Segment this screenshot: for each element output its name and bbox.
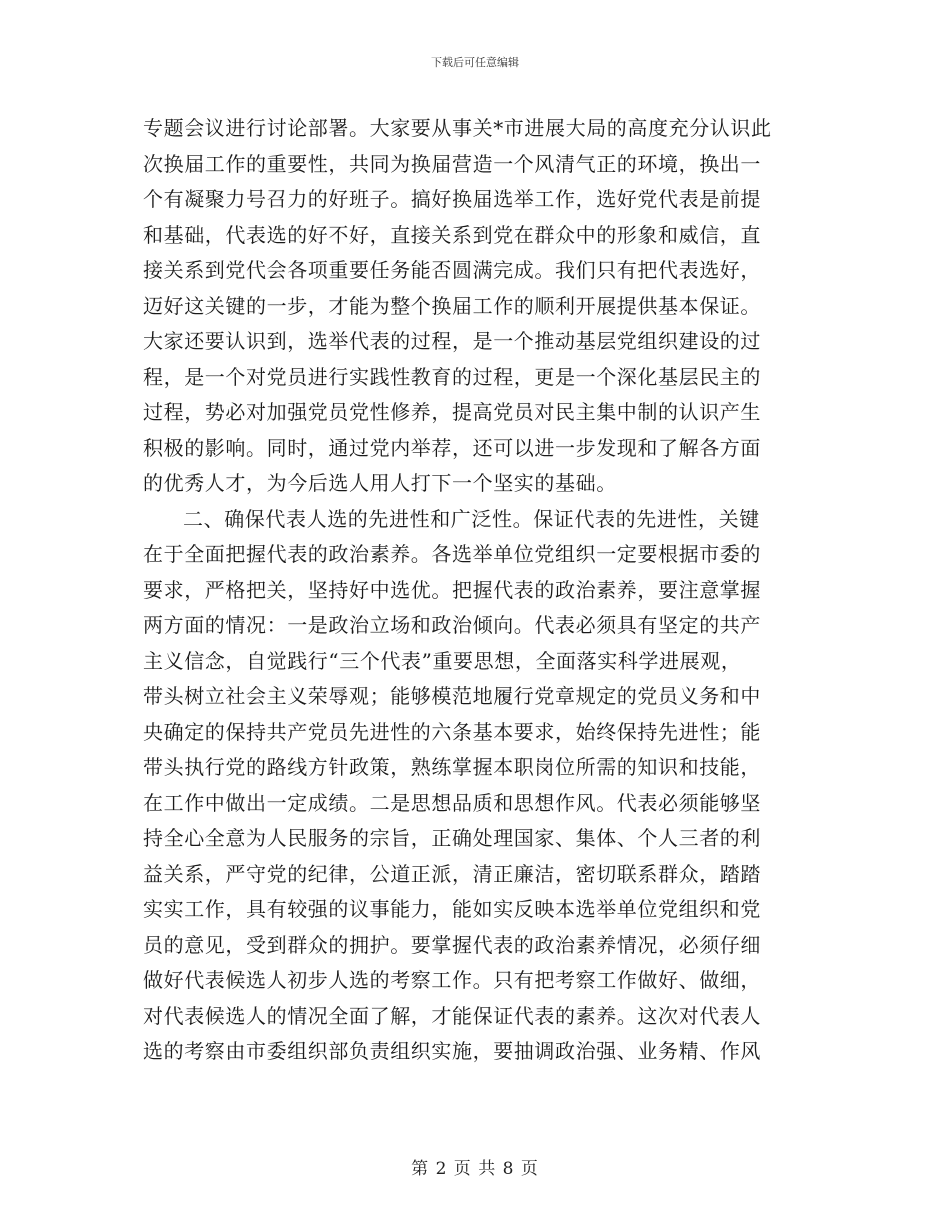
text-line: 和基础，代表选的好不好，直接关系到党在群众中的形象和威信，直 bbox=[143, 222, 761, 247]
text-line: 次换届工作的重要性，共同为换届营造一个风清气正的环境，换出一 bbox=[143, 151, 761, 176]
text-line: 带头执行党的路线方针政策，熟练掌握本职岗位所需的知识和技能， bbox=[143, 755, 761, 779]
text-line: 在工作中做出一定成绩。二是思想品质和思想作风。代表必须能够坚 bbox=[143, 790, 761, 815]
text-line: 要求，严格把关，坚持好中选优。把握代表的政治素养，要注意掌握 bbox=[143, 577, 761, 602]
text-line: 专题会议进行讨论部署。大家要从事关*市进展大局的高度充分认识此 bbox=[143, 116, 772, 140]
text-line: 过程，势必对加强党员党性修养，提高党员对民主集中制的认识产生 bbox=[143, 400, 761, 424]
text-line: 带头树立社会主义荣辱观；能够模范地履行党章规定的党员义务和中 bbox=[143, 684, 761, 708]
text-line: 积极的影响。同时，通过党内举荐，还可以进一步发现和了解各方面 bbox=[143, 435, 761, 460]
text-line: 对代表候选人的情况全面了解，才能保证代表的素养。这次对代表人 bbox=[143, 1003, 761, 1028]
document-body bbox=[143, 111, 807, 1070]
text-line: 做好代表候选人初步人选的考察工作。只有把考察工作做好、做细， bbox=[143, 968, 761, 992]
text-line: 员的意见，受到群众的拥护。要掌握代表的政治素养情况，必须仔细 bbox=[143, 932, 761, 957]
text-line: 持全心全意为人民服务的宗旨，正确处理国家、集体、个人三者的利 bbox=[143, 826, 761, 850]
text-line: 央确定的保持共产党员先进性的六条基本要求，始终保持先进性；能 bbox=[143, 719, 761, 744]
paragraph-start-line: 二、确保代表人选的先进性和广泛性。保证代表的先进性，关键 bbox=[183, 506, 760, 531]
text-line: 主义信念，自觉践行“三个代表”重要思想，全面落实科学进展观， bbox=[143, 648, 742, 673]
text-line: 两方面的情况：一是政治立场和政治倾向。代表必须具有坚定的共产 bbox=[143, 613, 761, 637]
text-line: 实实工作，具有较强的议事能力，能如实反映本选举单位党组织和党 bbox=[143, 897, 761, 921]
text-line: 程，是一个对党员进行实践性教育的过程，更是一个深化基层民主的 bbox=[143, 364, 761, 389]
text-line: 迈好这关键的一步，才能为整个换届工作的顺利开展提供基本保证。 bbox=[143, 293, 761, 318]
page-number-footer: 第 2 页 共 8 页 bbox=[411, 1159, 539, 1179]
text-line: 接关系到党代会各项重要任务能否圆满完成。我们只有把代表选好， bbox=[143, 258, 761, 282]
text-line: 的优秀人才，为今后选人用人打下一个坚实的基础。 bbox=[143, 471, 617, 495]
text-line: 益关系，严守党的纪律，公道正派，清正廉洁，密切联系群众，踏踏 bbox=[143, 861, 761, 886]
text-line: 在于全面把握代表的政治素养。各选举单位党组织一定要根据市委的 bbox=[143, 542, 761, 566]
text-line: 个有凝聚力号召力的好班子。搞好换届选举工作，选好党代表是前提 bbox=[143, 187, 761, 211]
page-header: 下载后可任意编辑 bbox=[431, 56, 519, 69]
text-line: 选的考察由市委组织部负责组织实施，要抽调政治强、业务精、作风 bbox=[143, 1039, 761, 1063]
text-line: 大家还要认识到，选举代表的过程，是一个推动基层党组织建设的过 bbox=[143, 329, 761, 353]
